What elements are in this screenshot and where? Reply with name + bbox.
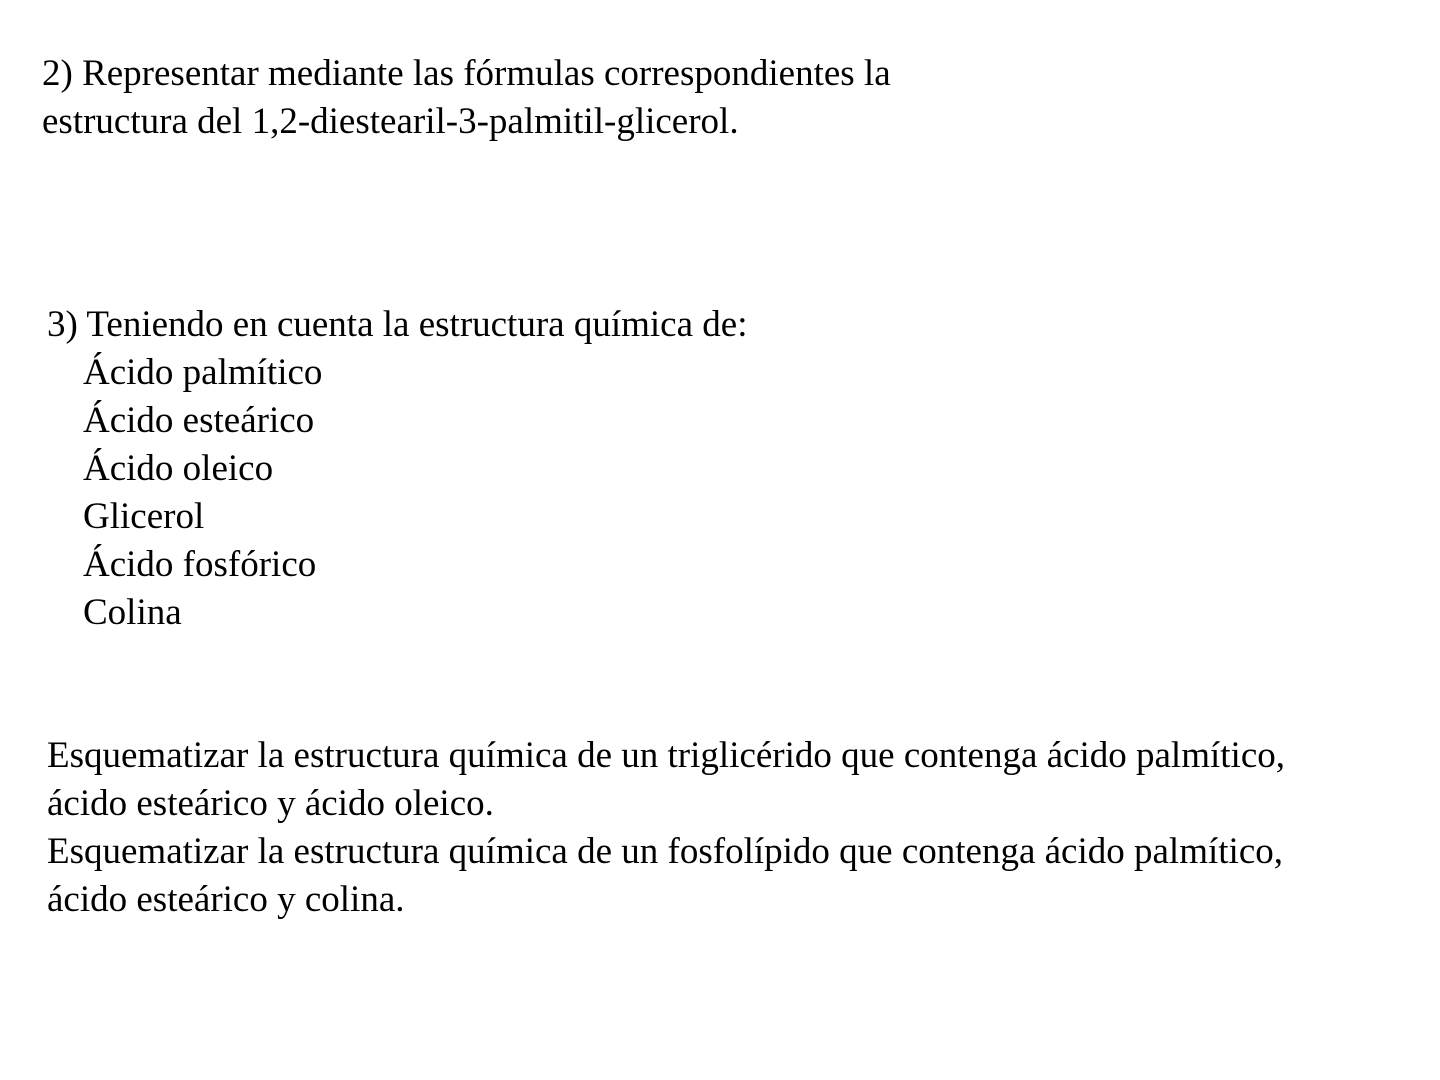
question-3-tasks (47, 732, 1285, 924)
compound-item: Ácido palmítico (83, 352, 323, 393)
compound-list (83, 349, 322, 637)
compound-item: Ácido esteárico (83, 400, 315, 441)
question-2-line: estructura del 1,2-diestearil-3-palmitil-glicerol. (42, 101, 739, 142)
compound-item: Ácido fosfórico (83, 544, 317, 585)
task-line: Esquematizar la estructura química de un fosfolípido que contenga ácido palmítico, (47, 831, 1283, 872)
compound-item: Ácido oleico (83, 448, 274, 489)
question-2-line: 2) Representar mediante las fórmulas correspondientes la (42, 53, 891, 94)
task-line: Esquematizar la estructura química de un triglicérido que contenga ácido palmítico, (47, 735, 1286, 776)
compound-item: Glicerol (83, 496, 205, 537)
question-2 (42, 50, 891, 146)
task-line: ácido esteárico y ácido oleico. (47, 783, 494, 824)
task-line: ácido esteárico y colina. (47, 879, 405, 920)
compound-item: Colina (83, 592, 182, 633)
question-3-intro: 3) Teniendo en cuenta la estructura química de: (47, 304, 748, 345)
